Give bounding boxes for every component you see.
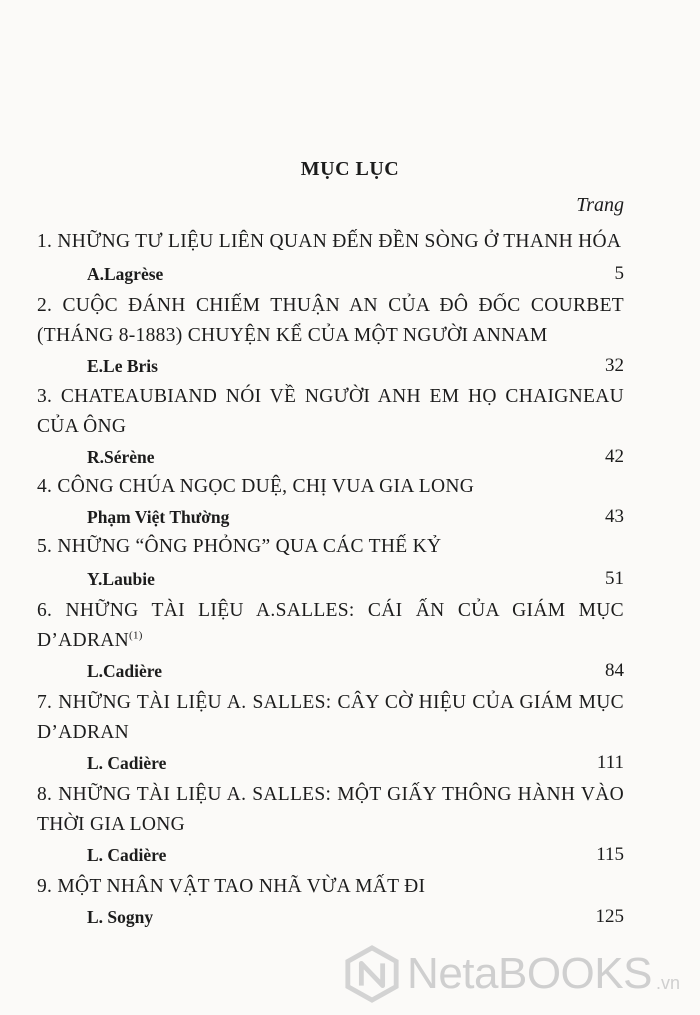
toc-entry bbox=[37, 291, 624, 381]
entry-author: A.Lagrèse bbox=[87, 264, 164, 284]
entry-page: 42 bbox=[605, 446, 624, 467]
toc-entry bbox=[37, 596, 624, 686]
entry-title: 2. CUỘC ĐÁNH CHIẾM THUẬN AN CỦA ĐÔ ĐỐC COURBET (THÁNG 8-1883) CHUYỆN KỂ CỦA MỘT NGƯỜI ANNAM bbox=[37, 295, 624, 346]
toc-entry bbox=[37, 227, 624, 289]
toc-entry bbox=[37, 532, 624, 594]
entry-author: E.Le Bris bbox=[87, 356, 158, 376]
entry-author: L. Cadière bbox=[87, 753, 167, 773]
entry-title-text: 6. NHỮNG TÀI LIỆU A.SALLES: CÁI ẤN CỦA GIÁM MỤC D’ADRAN bbox=[37, 600, 624, 651]
entry-title: 3. CHATEAUBIAND NÓI VỀ NGƯỜI ANH EM HỌ CHAIGNEAU CỦA ÔNG bbox=[37, 386, 624, 437]
entry-page: 111 bbox=[596, 752, 624, 773]
watermark-brand: NetaBOOKS bbox=[407, 949, 652, 998]
entry-author: Y.Laubie bbox=[87, 569, 155, 589]
entry-page: 51 bbox=[605, 568, 624, 589]
footnote-marker: (1) bbox=[129, 629, 143, 642]
table-of-contents bbox=[37, 227, 624, 932]
toc-entry bbox=[37, 472, 624, 532]
entry-title: 7. NHỮNG TÀI LIỆU A. SALLES: CÂY CỜ HIỆU CỦA GIÁM MỤC D’ADRAN bbox=[37, 692, 624, 743]
entry-title: 5. NHỮNG “ÔNG PHỎNG” QUA CÁC THẾ KỶ bbox=[37, 536, 442, 557]
entry-page: 84 bbox=[605, 660, 624, 681]
page-title: MỤC LỤC bbox=[300, 158, 400, 180]
watermark bbox=[343, 945, 680, 1003]
entry-page: 5 bbox=[614, 263, 624, 284]
entry-author: Phạm Việt Thường bbox=[87, 507, 230, 527]
entry-author: R.Sérène bbox=[87, 447, 155, 467]
entry-page: 125 bbox=[595, 906, 624, 927]
entry-author: L. Sogny bbox=[87, 907, 154, 927]
toc-entry bbox=[37, 382, 624, 472]
entry-author: L.Cadière bbox=[87, 661, 163, 681]
watermark-suffix: .vn bbox=[655, 972, 680, 993]
entry-page: 115 bbox=[596, 844, 624, 865]
toc-entry bbox=[37, 780, 624, 870]
toc-entry bbox=[37, 872, 624, 932]
entry-title bbox=[37, 596, 624, 656]
entry-title: 8. NHỮNG TÀI LIỆU A. SALLES: MỘT GIẤY THÔNG HÀNH VÀO THỜI GIA LONG bbox=[37, 784, 624, 835]
entry-title: 9. MỘT NHÂN VẬT TAO NHÃ VỪA MẤT ĐI bbox=[37, 876, 426, 897]
entry-title: 4. CÔNG CHÚA NGỌC DUỆ, CHỊ VUA GIA LONG bbox=[37, 476, 475, 497]
page-column-label: Trang bbox=[576, 194, 624, 216]
netabooks-logo-icon bbox=[343, 945, 401, 1003]
entry-title: 1. NHỮNG TƯ LIỆU LIÊN QUAN ĐẾN ĐỀN SÒNG Ở THANH HÓA bbox=[37, 231, 622, 252]
toc-entry bbox=[37, 688, 624, 778]
entry-author: L. Cadière bbox=[87, 845, 167, 865]
entry-page: 43 bbox=[605, 506, 624, 527]
entry-page: 32 bbox=[605, 355, 624, 376]
